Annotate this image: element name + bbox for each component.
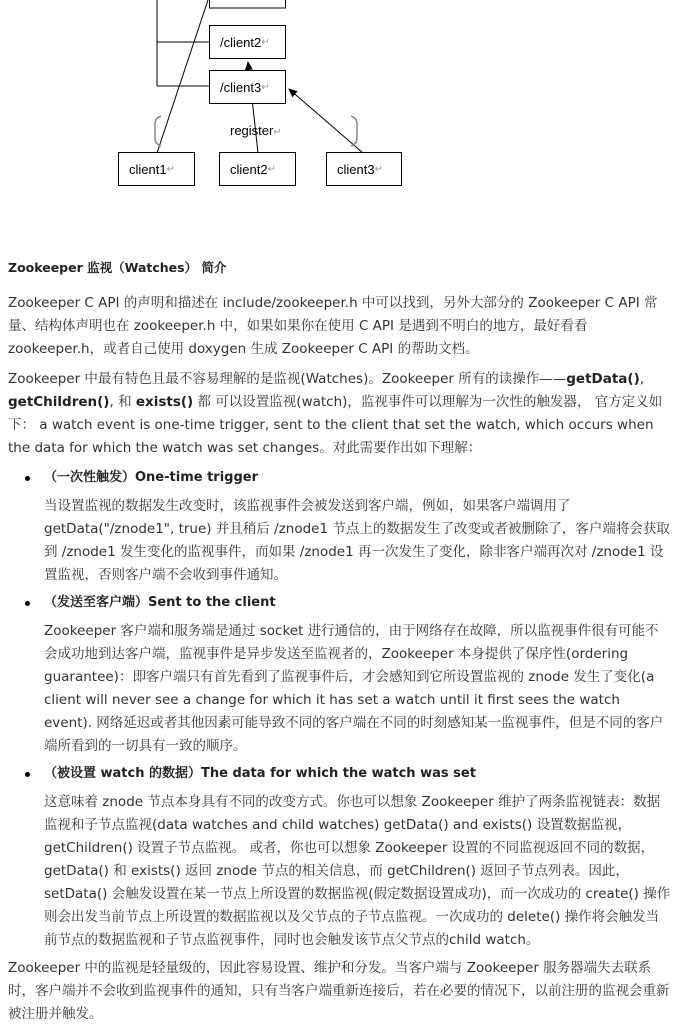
- bullet-icon: [25, 772, 30, 777]
- znode-client2-box: [209, 25, 286, 59]
- list-item-title: （一次性触发）One-time trigger: [44, 470, 258, 485]
- bullet-icon: [25, 601, 30, 606]
- section-heading: Zookeeper 监视（Watches） 简介: [8, 260, 227, 275]
- return-mark-icon: ↵: [166, 163, 175, 175]
- exists-op: exists(): [135, 394, 194, 410]
- client3-box: [326, 152, 402, 186]
- znode-client2-label: /client2: [220, 34, 262, 50]
- list-item: [8, 763, 672, 952]
- list-item-body: 这意味着 znode 节点本身具有不同的改变方式。你也可以想象 Zookeeper 维护了两条监视链表：数据监视和子节点监视(data watches and child watches) getData() and exists() 设置数据监视，getChildren() 设置子节点监视。 或者，你也可以想象 Zookeeper 设置的不同监视返回不同的数据，getData() 和 exists() 返回 znode 节点的相关信息，而 getChildren() 返回子节点列表。因此， setData() 会触发设置在某一节点上所设置的数据监视(假定数据设置成功)，而一次成功的 create() 操作则会出发当前节点上所设置的数据监视以及父节点的子节点监视。一次成功的 delete() 操作将会触发当前节点的数据监视和子节点监视事件，同时也会触发该节点父节点的child watch。: [44, 794, 671, 948]
- list-item: [8, 467, 672, 587]
- intro-paragraph: Zookeeper C API 的声明和描述在 include/zookeeper.h 中可以找到，另外大部分的 Zookeeper C API 常量、结构体声明也在 zookeeper.h 中，如果如果你在使用 C API 是遇到不明白的地方，最好看看 zookeeper.h，或者自己使用 doxygen 生成 Zookeeper C API 的帮助文档。: [8, 295, 658, 357]
- list-item: [8, 592, 672, 758]
- list-item-body: 当设置监视的数据发生改变时，该监视事件会被发送到客户端，例如，如果客户端调用了 getData("/znode1", true) 并且稍后 /znode1 节点上的数据发生了改变或者被删除了，客户端将会获取到 /znode1 发生变化的监视事件，而如果 /znode1 再一次发生了变化，除非客户端再次对 /znode1 设置监视，否则客户端不会收到事件通知。: [44, 498, 670, 583]
- client3-label: client3: [337, 161, 375, 177]
- client2-box: [219, 152, 296, 186]
- return-mark-icon: ↵: [273, 127, 282, 138]
- watch-properties-list: [8, 467, 672, 952]
- register-label: register↵: [230, 123, 282, 138]
- return-mark-icon: ↵: [261, 81, 270, 93]
- lightweight-paragraph: Zookeeper 中的监视是轻量级的，因此容易设置、维护和分发。当客户端与 Zookeeper 服务器端失去联系时，客户端并不会收到监视事件的通知，只有当客户端重新连接后，若在必要的情况下，以前注册的监视会重新被注册并触发。: [8, 960, 670, 1022]
- article-body: [8, 258, 672, 1033]
- watch-diagram: [0, 0, 684, 200]
- list-item-title: （被设置 watch 的数据）The data for which the watch was set: [44, 766, 476, 781]
- znode-client3-box: [209, 70, 286, 104]
- znode-client3-label: /client3: [220, 79, 262, 95]
- getdata-op: getData(): [566, 371, 640, 387]
- getchildren-op: getChildren(): [8, 394, 110, 410]
- client1-box: [118, 152, 195, 186]
- client1-label: client1: [129, 161, 167, 177]
- return-mark-icon: ↵: [267, 163, 276, 175]
- return-mark-icon: ↵: [374, 163, 383, 175]
- bullet-icon: [25, 476, 30, 481]
- return-mark-icon: ↵: [261, 36, 270, 48]
- watches-paragraph: Zookeeper 中最有特色且最不容易理解的是监视(Watches)。Zookeeper 所有的读操作——getData(), getChildren(), 和 exists() 都 可以设置监视(watch)，监视事件可以理解为一次性的触发器， 官方定义如下： a watch event is one-time trigger, sent to the client that set the watch, which occurs when the data for which the watch was set changes。对此需要作出如下理解：: [8, 371, 663, 456]
- client2-label: client2: [230, 161, 268, 177]
- list-item-body: Zookeeper 客户端和服务端是通过 socket 进行通信的，由于网络存在故障，所以监视事件很有可能不会成功地到达客户端，监视事件是异步发送至监视者的，Zookeeper 本身提供了保序性(ordering guarantee)：即客户端只有首先看到了监视事件后，才会感知到它所设置监视的 znode 发生了变化(a client will never see a change for which it has set a watch until it first sees the watch event). 网络延迟或者其他因素可能导致不同的客户端在不同的时刻感知某一监视事件，但是不同的客户端所看到的一切具有一致的顺序。: [44, 623, 664, 754]
- list-item-title: （发送至客户端）Sent to the client: [44, 595, 276, 610]
